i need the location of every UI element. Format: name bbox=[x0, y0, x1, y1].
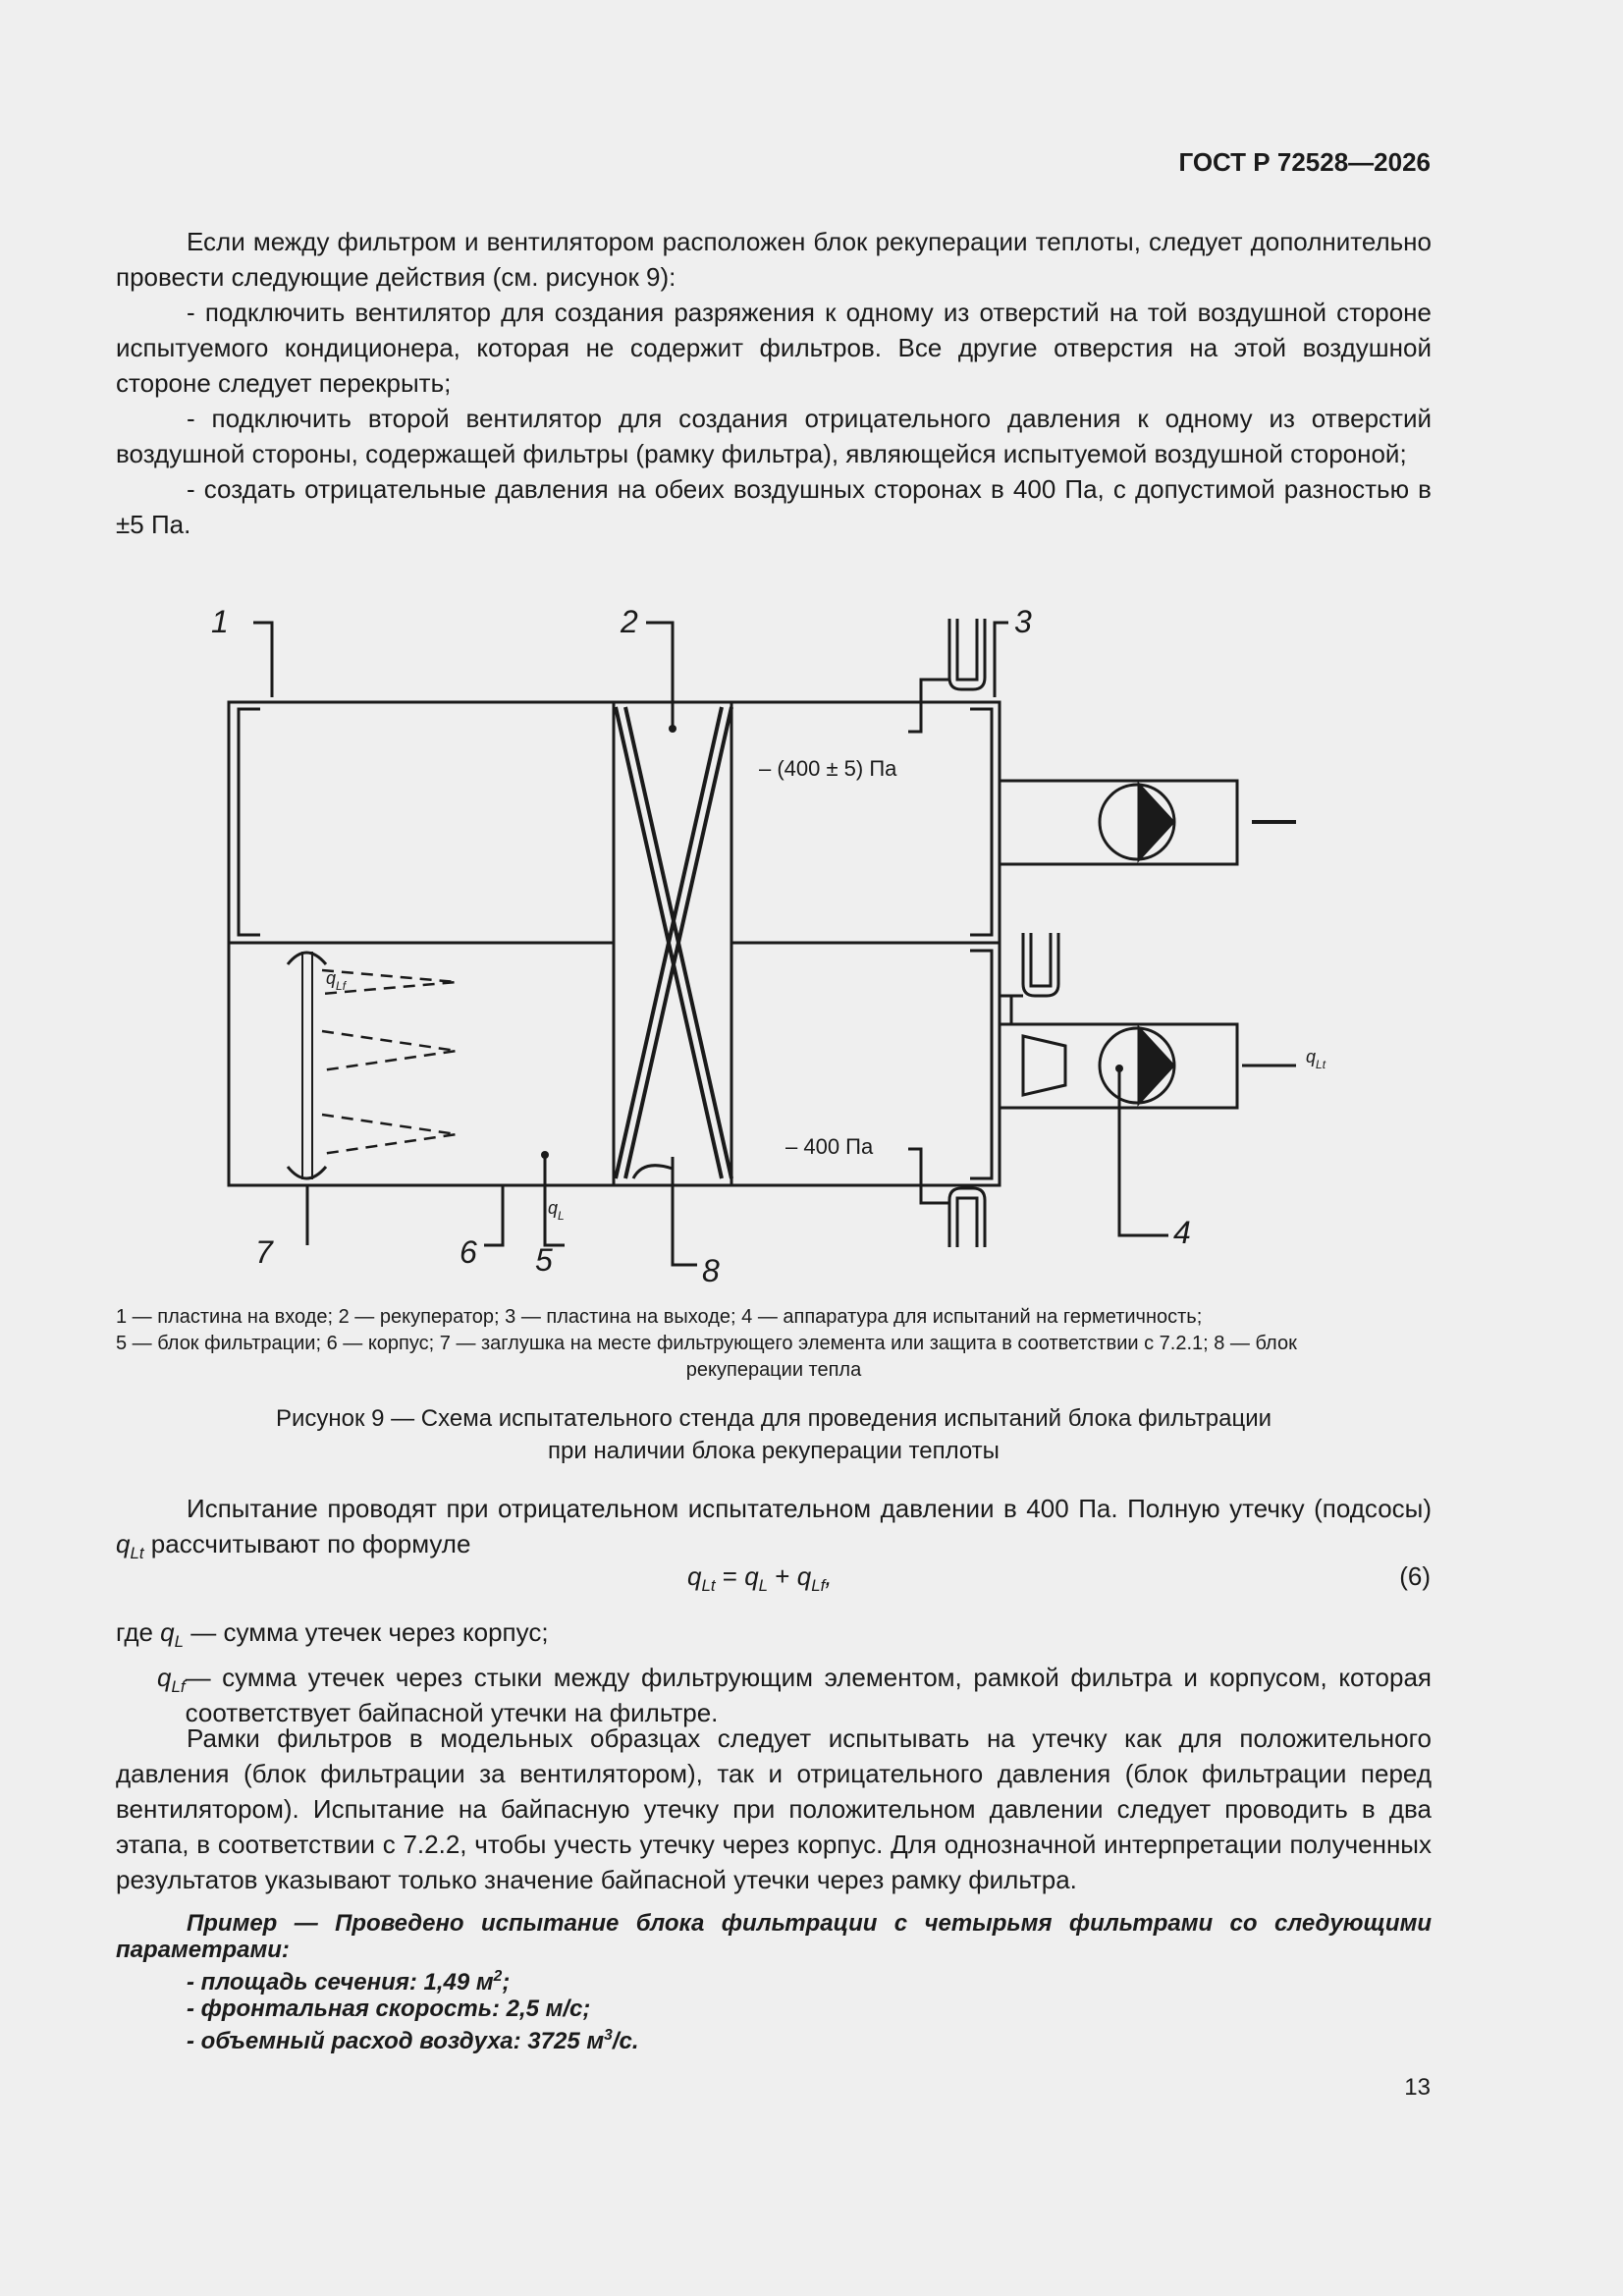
bullet-item: - подключить вентилятор для создания разряжения к одному из отверстий на той воздушной стороне испытуемого кондиционера, которая не содержит фильтров. Все другие отверстия на этой воздушной стороне следует перекрыть; bbox=[116, 298, 1432, 398]
manometer-middle bbox=[1023, 933, 1058, 996]
intro-section bbox=[116, 224, 1432, 542]
filter-plug bbox=[302, 953, 312, 1178]
example-block bbox=[116, 1910, 1432, 2054]
leak-label-qL: $q_L$ bbox=[548, 1198, 565, 1223]
paragraph-text: Испытание проводят при отрицательном испытательном давлении в 400 Па. Полную утечку (подсосы) $q_{Lt}$ рассчитывают по формуле bbox=[116, 1494, 1432, 1563]
legend-line: 1 — пластина на входе; 2 — рекуператор; 3 — пластина на выходе; 4 — аппаратура для испытаний на герметичность; bbox=[116, 1306, 1203, 1328]
document-id: ГОСТ Р 72528—2026 bbox=[1178, 147, 1431, 177]
where-definitions bbox=[116, 1614, 1432, 1730]
legend-line: рекуперации тепла bbox=[685, 1359, 862, 1381]
callout-number-7: 7 bbox=[255, 1234, 273, 1270]
bullet-item: - подключить второй вентилятор для создания отрицательного давления к одному из отверстий воздушной стороны, содержащей фильтры (рамку фильтра), являющейся испытуемой воздушной стороной; bbox=[116, 404, 1432, 468]
figure-caption bbox=[116, 1402, 1432, 1467]
example-intro: Пример — Проведено испытание блока фильтрации с четырьмя фильтрами со следующими параметрами: bbox=[116, 1910, 1432, 1963]
callout-leader-8 bbox=[673, 1157, 697, 1265]
callout-leader-1 bbox=[253, 623, 272, 697]
pressure-label-bottom: – 400 Па bbox=[785, 1134, 874, 1159]
callout-leader-6 bbox=[484, 1185, 503, 1245]
callout-number-2: 2 bbox=[621, 604, 638, 639]
callout-number-8: 8 bbox=[702, 1253, 720, 1288]
callout-number-5: 5 bbox=[535, 1242, 553, 1278]
leak-label-qLf: $q_{Lf}$ bbox=[326, 968, 347, 993]
bullet-item: - создать отрицательные давления на обеих воздушных сторонах в 400 Па, с допустимой разностью в ±5 Па. bbox=[116, 474, 1432, 539]
example-item: - фронтальная скорость: 2,5 м/с; bbox=[187, 1995, 591, 2022]
inlet-plate bbox=[239, 709, 260, 935]
caption-line: при наличии блока рекуперации теплоты bbox=[548, 1438, 1000, 1464]
caption-line: Рисунок 9 — Схема испытательного стенда для проведения испытаний блока фильтрации bbox=[275, 1405, 1272, 1432]
callout-number-1: 1 bbox=[211, 604, 229, 639]
callout-number-4: 4 bbox=[1173, 1215, 1191, 1250]
formula-6: $q_{Lt} = q_L + q_{Lf}$, bbox=[687, 1561, 833, 1596]
symbol-qLt: $q_{Lt}$ bbox=[116, 1529, 144, 1563]
where-line-qLf: $q_{Lf}$ — сумма утечек через стыки между фильтрующим элементом, рамкой фильтра и корпусом, которая соответствует байпасной утечки на фильтре. bbox=[157, 1663, 1432, 1728]
callout-number-6: 6 bbox=[460, 1234, 477, 1270]
bypass-leak-arrow bbox=[322, 1115, 457, 1154]
test-stand-diagram bbox=[98, 599, 1434, 1306]
test-paragraph bbox=[116, 1491, 1432, 1571]
callout-number-3: 3 bbox=[1014, 604, 1032, 639]
page-number: 13 bbox=[1404, 2074, 1431, 2101]
example-item: - площадь сечения: 1,49 $м^2$; bbox=[187, 1968, 511, 1995]
leak-label-qLt: $q_{Lt}$ bbox=[1306, 1047, 1326, 1071]
housing-leak-arrow bbox=[633, 1166, 673, 1178]
where-line-qL: где $q_L$ — сумма утечек через корпус; bbox=[116, 1617, 549, 1652]
figure-legend bbox=[116, 1304, 1432, 1384]
equation-number: (6) bbox=[1399, 1561, 1431, 1591]
paragraph-text: Рамки фильтров в модельных образцах следует испытывать на утечку как для положительного давления (блок фильтрации за вентилятором), так и отрицательного давления (блок фильтрации перед вентилятором). Испытание на байпасную утечку при положительном давлении следует проводить в два этапа, в соответствии с 7.2.2, чтобы учесть утечку через корпус. Для однозначной интерпретации полученных результатов указывают только значение байпасной утечки через рамку фильтра. bbox=[116, 1723, 1432, 1894]
lower-nozzle bbox=[1023, 1036, 1065, 1095]
bypass-leak-arrow bbox=[322, 1031, 457, 1070]
callout-leader-3 bbox=[995, 623, 1008, 697]
callout-leader-2 bbox=[646, 623, 673, 727]
manometer-bottom bbox=[949, 1188, 985, 1247]
pressure-label-top: – (400 ± 5) Па bbox=[759, 756, 897, 781]
frames-paragraph bbox=[116, 1721, 1432, 1897]
legend-line: 5 — блок фильтрации; 6 — корпус; 7 — заглушка на месте фильтрующего элемента или защита в соответствии с 7.2.1; 8 — блок bbox=[116, 1333, 1297, 1354]
manometer-top bbox=[949, 619, 985, 689]
intro-paragraph: Если между фильтром и вентилятором расположен блок рекуперации теплоты, следует дополнительно провести следующие действия (см. рисунок 9): bbox=[116, 227, 1432, 292]
example-item: - объемный расход воздуха: 3725 $м^3/с$. bbox=[187, 2027, 639, 2054]
